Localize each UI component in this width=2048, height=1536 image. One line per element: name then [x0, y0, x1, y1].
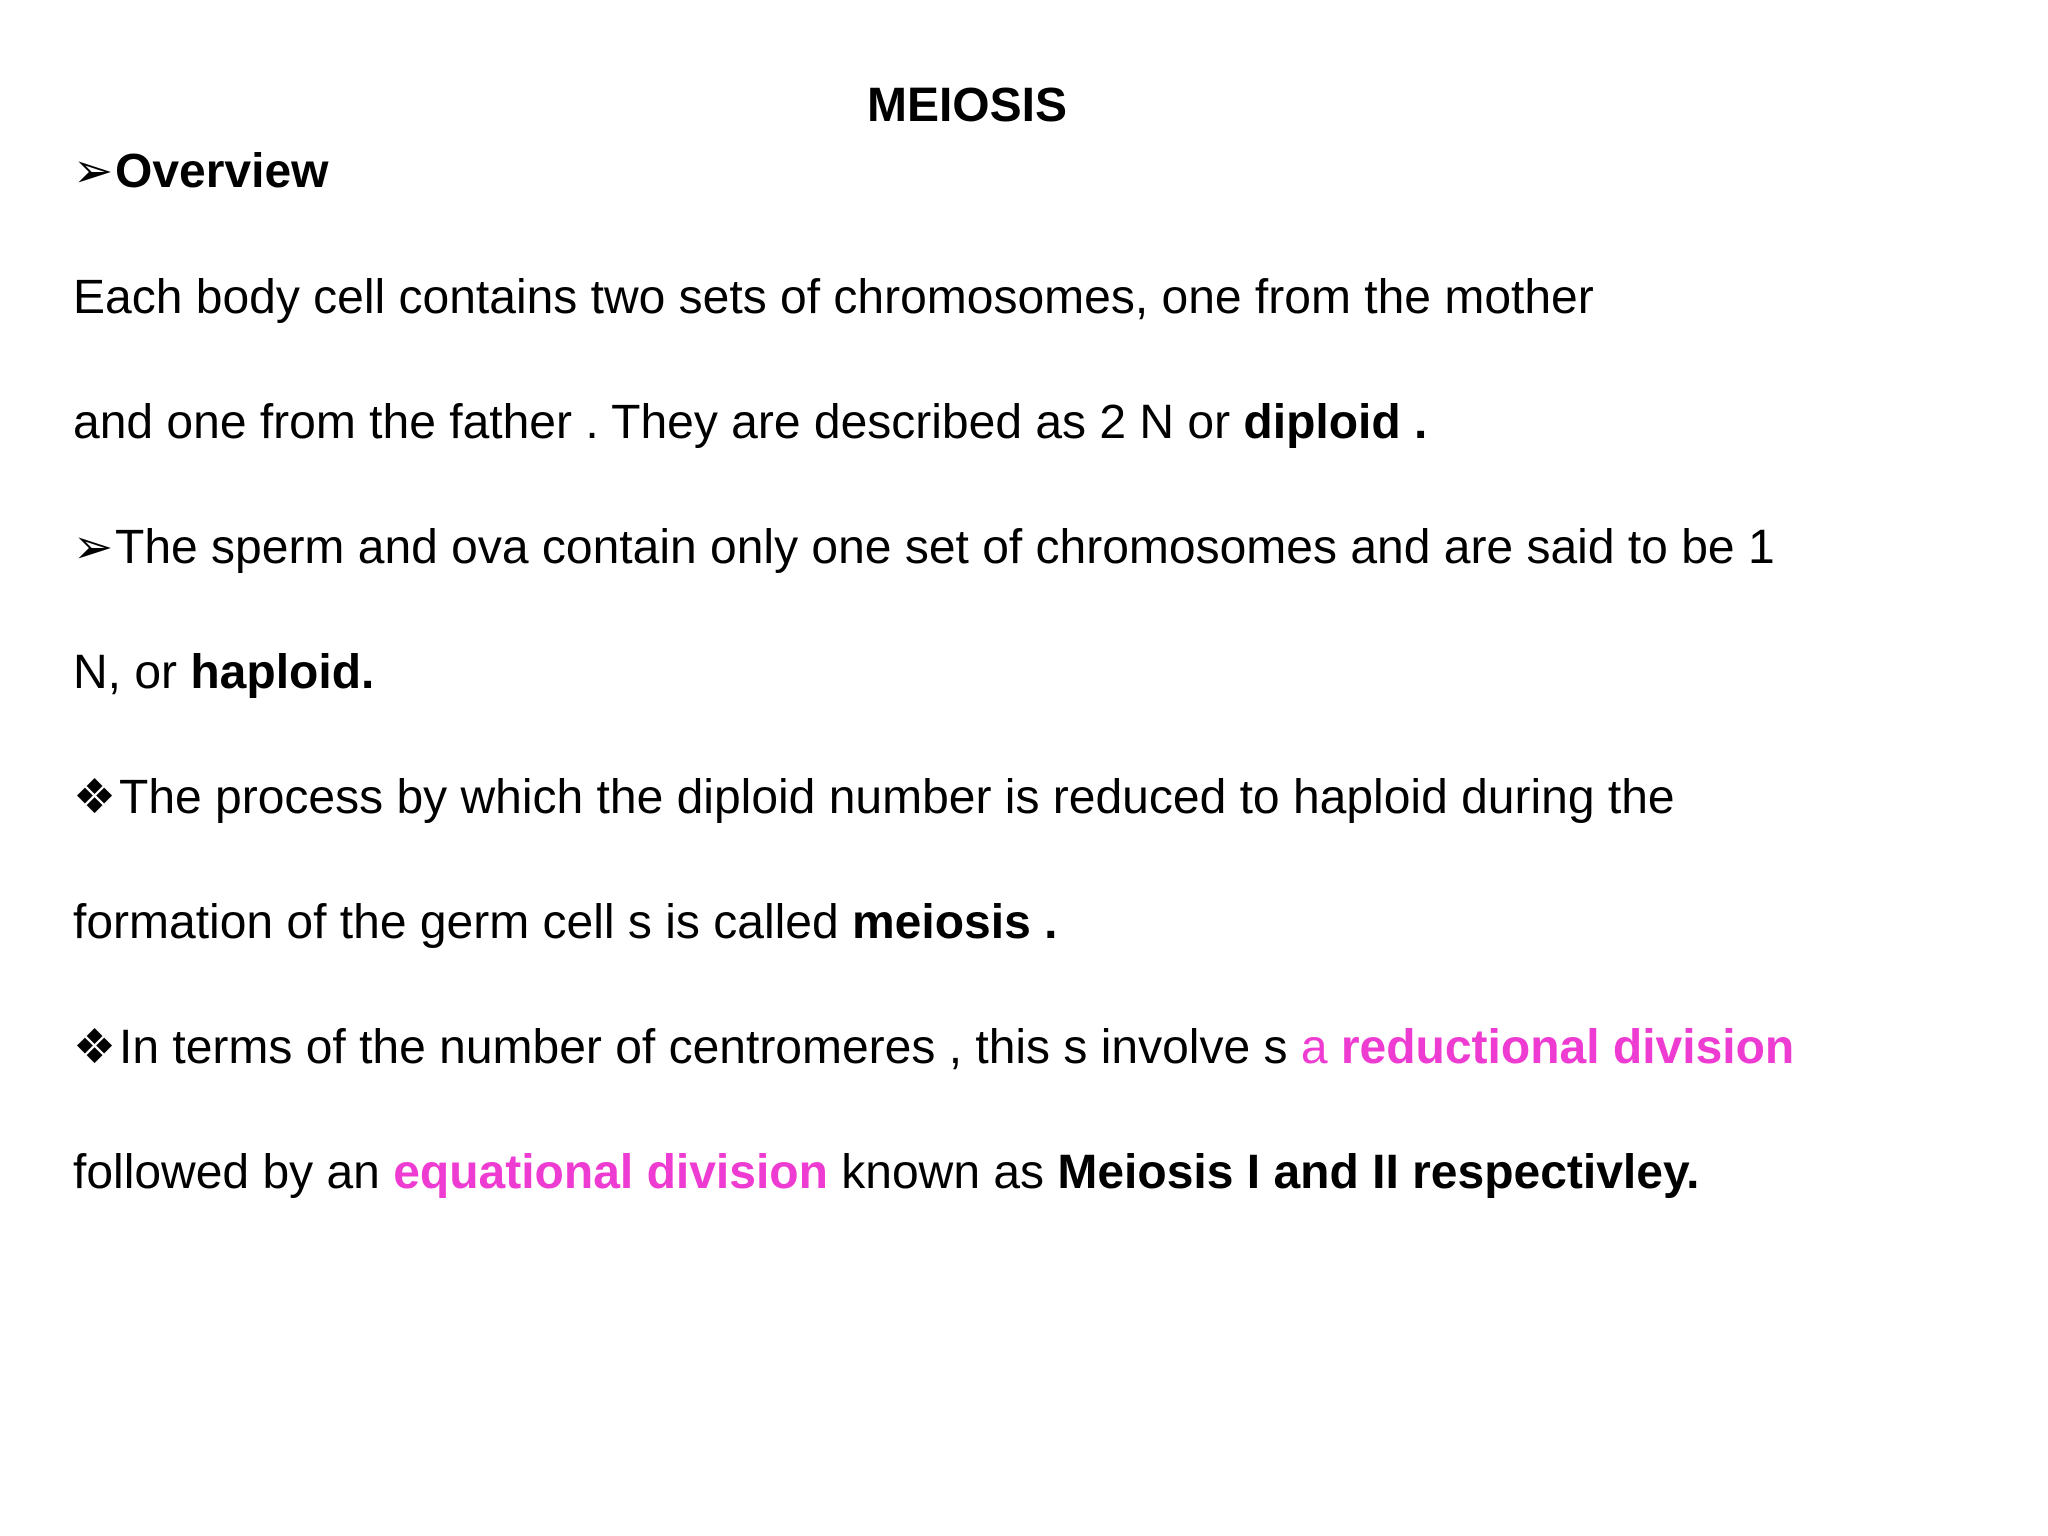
term-meiosis: meiosis . — [852, 896, 1058, 949]
term-meiosis-i-and-ii: Meiosis I and II respectivley. — [1057, 1146, 1700, 1199]
paragraph-2-line-2 — [73, 643, 374, 703]
diamond-bullet-icon: ❖ — [73, 1021, 117, 1074]
paragraph-4-line-2 — [73, 1143, 1699, 1203]
paragraph-2-line-1-text: The sperm and ova contain only one set of chromosomes and are said to be 1 — [115, 521, 1775, 574]
arrow-bullet-icon: ➢ — [73, 521, 114, 574]
paragraph-4-line-1 — [73, 1018, 1794, 1078]
paragraph-3-line-1 — [73, 768, 1675, 828]
slide-title: MEIOSIS — [866, 79, 1068, 132]
paragraph-1-line-1: Each body cell contains two sets of chromosomes, one from the mother — [73, 271, 1594, 324]
term-reductional-division: reductional division — [1340, 1021, 1795, 1074]
arrow-bullet-icon: ➢ — [73, 145, 114, 198]
highlight-article: a — [1300, 1021, 1341, 1074]
paragraph-3-line-1-text: The process by which the diploid number is reduced to haploid during the — [119, 771, 1675, 824]
term-diploid: diploid . — [1243, 396, 1428, 449]
paragraph-4-line-2-text-b: known as — [827, 1146, 1058, 1199]
term-haploid: haploid. — [190, 646, 375, 699]
paragraph-2-line-1 — [73, 518, 1775, 578]
paragraph-1-line-2-text: and one from the father . They are described as 2 N or — [73, 396, 1244, 449]
term-equational-division: equational division — [393, 1146, 828, 1199]
paragraph-2-line-2-text: N, or — [73, 646, 191, 699]
overview-heading-line — [73, 142, 328, 202]
paragraph-3-line-2 — [73, 893, 1057, 953]
paragraph-3-line-2-text: formation of the germ cell s is called — [73, 896, 852, 949]
paragraph-4-line-1-text: In terms of the number of centromeres , this s involve s — [119, 1021, 1301, 1074]
diamond-bullet-icon: ❖ — [73, 771, 117, 824]
paragraph-1-line-2 — [73, 393, 1427, 453]
overview-heading: Overview — [115, 145, 329, 198]
paragraph-4-line-2-text-a: followed by an — [73, 1146, 394, 1199]
